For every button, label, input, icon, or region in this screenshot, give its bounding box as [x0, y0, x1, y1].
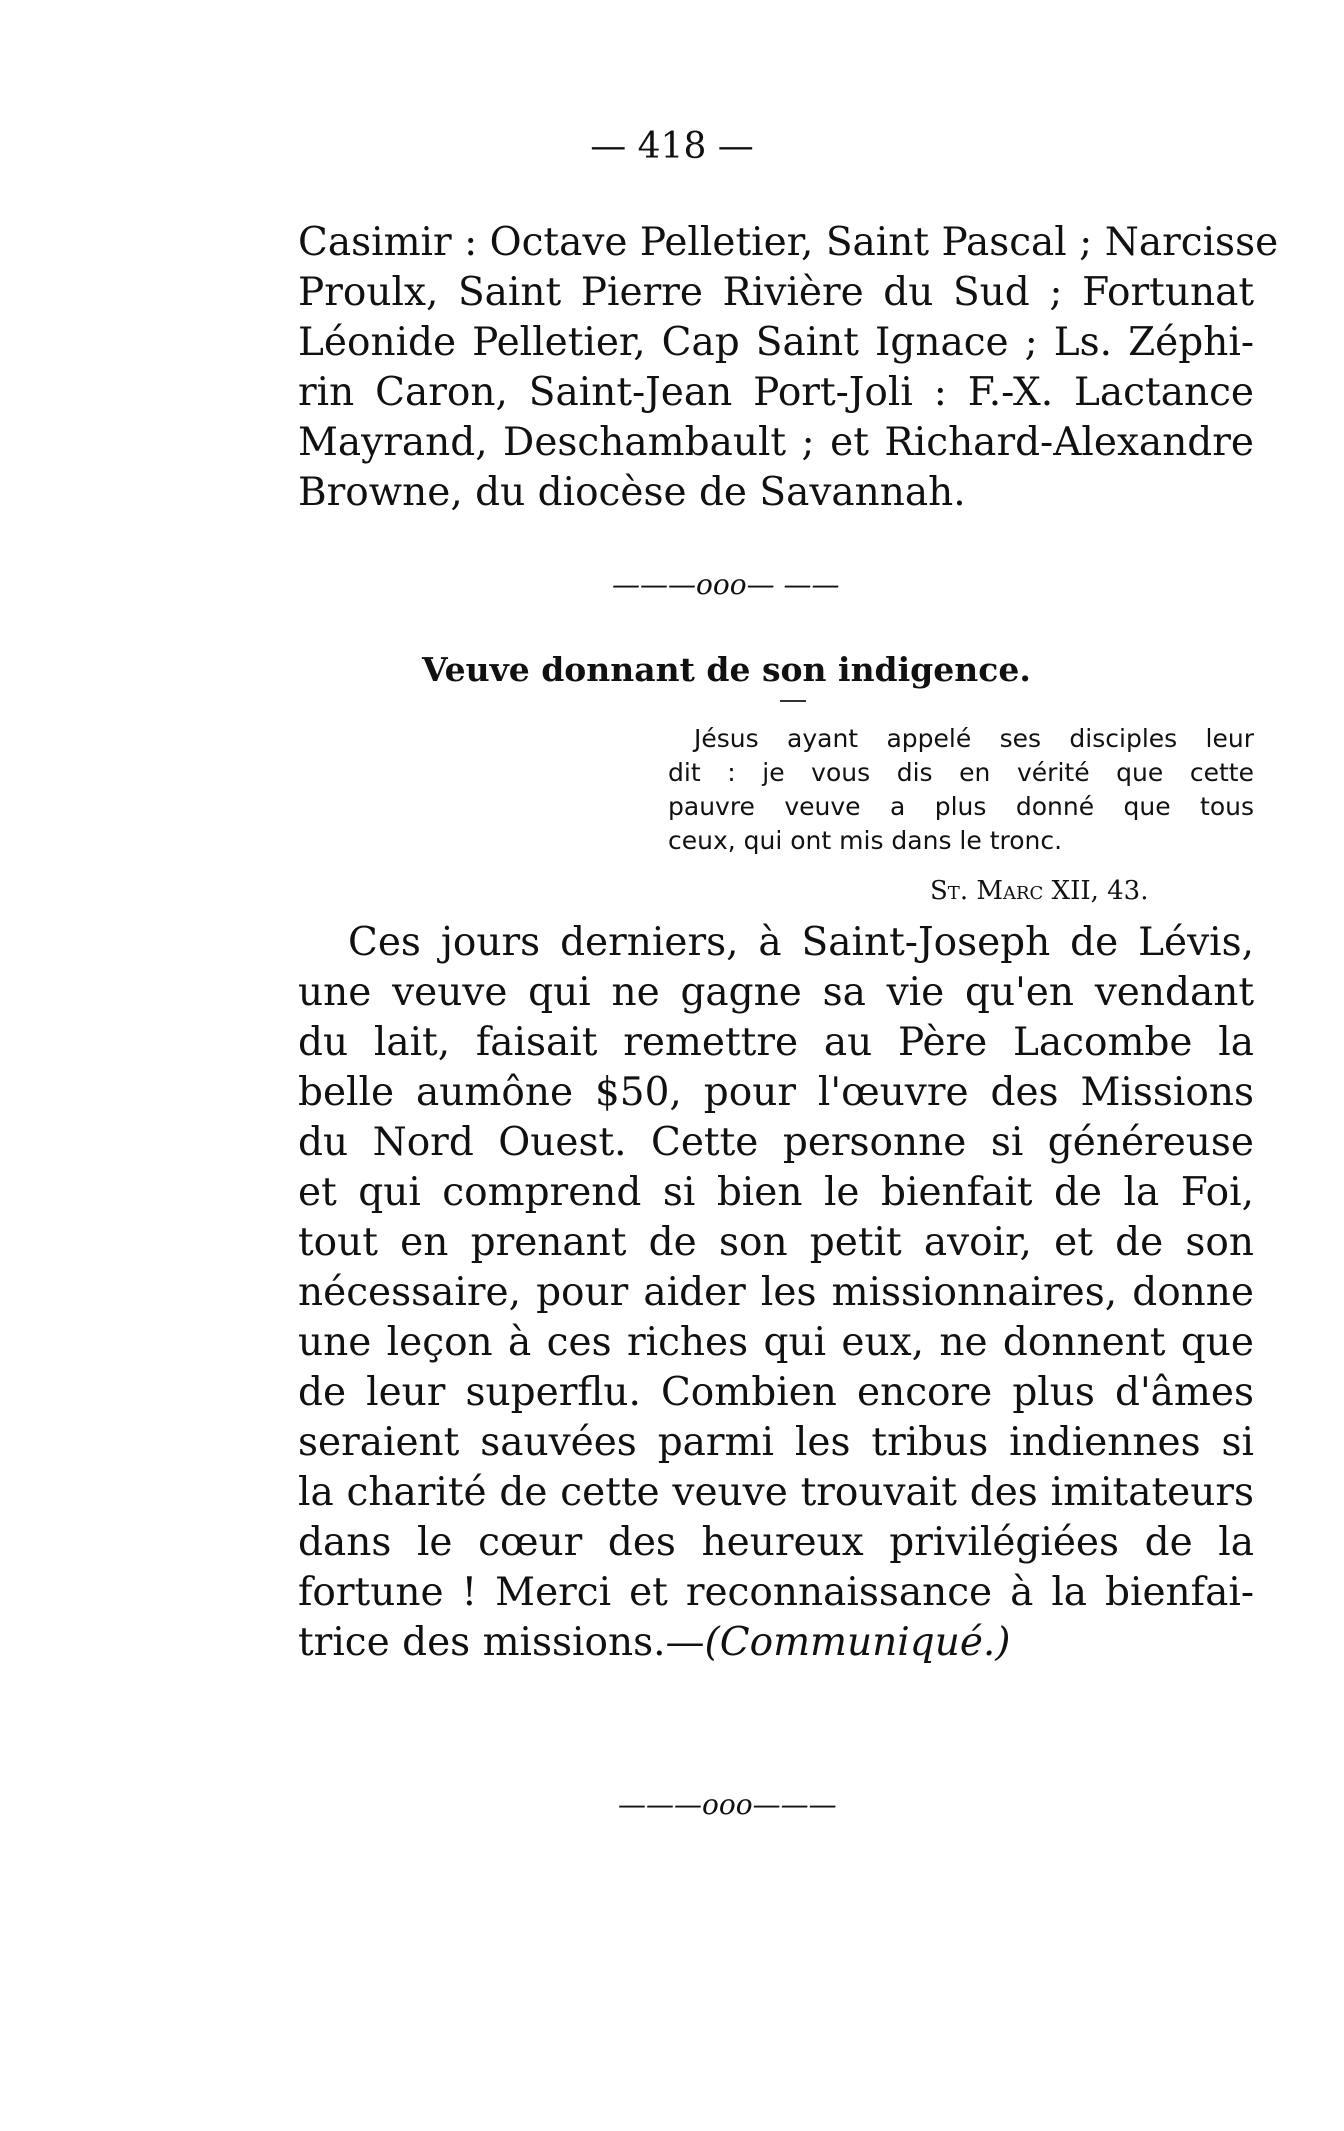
continuation-line: Casimir : Octave Pelletier, Saint Pascal ; Narcisse: [298, 220, 1279, 265]
epigraph-line: Jésus ayant appelé ses disciples leur: [694, 724, 1254, 753]
continuation-line: Browne, du diocèse de Savannah.: [298, 470, 966, 515]
epigraph-line: pauvre veuve a plus donné que tous: [668, 792, 1254, 821]
body-line: dans le cœur des heureux privilégiées de la: [298, 1520, 1254, 1565]
page-number: — 418 —: [590, 126, 754, 167]
body-line: une leçon à ces riches qui eux, ne donnent que: [298, 1320, 1254, 1365]
body-line: seraient sauvées parmi les tribus indiennes si: [298, 1420, 1254, 1465]
body-line: nécessaire, pour aider les missionnaires, donne: [298, 1270, 1254, 1315]
epigraph-line: dit : je vous dis en vérité que cette: [668, 758, 1254, 787]
continuation-line: Proulx, Saint Pierre Rivière du Sud ; Fortunat: [298, 270, 1254, 315]
body-line: une veuve qui ne gagne sa vie qu'en vendant: [298, 970, 1254, 1015]
body-line: Ces jours derniers, à Saint-Joseph de Lévis,: [348, 920, 1254, 965]
body-line: tout en prenant de son petit avoir, et de son: [298, 1220, 1254, 1265]
epigraph-citation: [930, 876, 1149, 906]
heading-rule: [780, 700, 806, 702]
body-line-text: trice des missions.—: [298, 1620, 705, 1665]
continuation-line: Léonide Pelletier, Cap Saint Ignace ; Ls. Zéphi-: [298, 320, 1254, 365]
continuation-line: rin Caron, Saint-Jean Port-Joli : F.-X. Lactance: [298, 370, 1254, 415]
body-line: fortune ! Merci et reconnaissance à la bienfai-: [298, 1570, 1254, 1615]
continuation-line: Mayrand, Deschambault ; et Richard-Alexandre: [298, 420, 1254, 465]
section-separator: ———ooo———: [618, 1788, 837, 1821]
body-line: la charité de cette veuve trouvait des imitateurs: [298, 1470, 1254, 1515]
body-line: de leur superflu. Combien encore plus d'âmes: [298, 1370, 1254, 1415]
section-separator: ———ooo— ——: [612, 568, 840, 601]
body-line: belle aumône $50, pour l'œuvre des Missions: [298, 1070, 1254, 1115]
epigraph-line: ceux, qui ont mis dans le tronc.: [668, 826, 1063, 855]
body-line: et qui comprend si bien le bienfait de la Foi,: [298, 1170, 1254, 1215]
citation-text: St. Marc XII, 43.: [930, 876, 1149, 906]
body-signature: (Communiqué.): [704, 1620, 1011, 1665]
body-line: du Nord Ouest. Cette personne si généreuse: [298, 1120, 1254, 1165]
article-heading: Veuve donnant de son indigence.: [422, 650, 1031, 689]
body-line-last: [298, 1618, 1011, 1668]
body-line: du lait, faisait remettre au Père Lacombe la: [298, 1020, 1254, 1065]
